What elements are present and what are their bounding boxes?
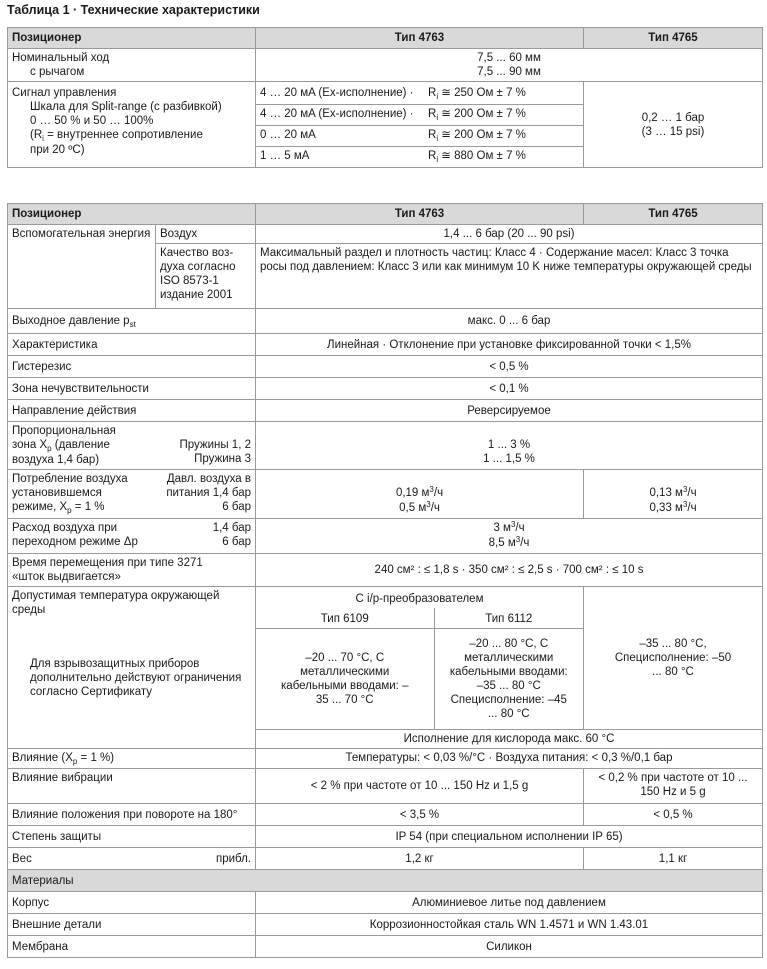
influence-label: Влияние ($X_p = 1$ %) <box>8 749 256 769</box>
aux-air-value: 1,4 ... 6 бар (20 ... 90 psi) <box>256 225 763 244</box>
flow-value: 3 $м^3/ч$ 8,5 $м^3/ч$ <box>256 519 763 554</box>
type-6109-header: Тип 6109 <box>256 608 434 629</box>
flow-label: Расход воздуха при переходном режиме Δp <box>8 519 156 554</box>
deadband-value: < 0,1 % <box>256 378 763 400</box>
t1-signal-label: Сигнал управления Шкала для Split-range (с разбивкой) 0 … 50 % и 50 … 100% ($R_i$ = внутреннее сопротивление при 20 ºC) <box>8 82 256 168</box>
weight-approx: прибл. <box>156 848 256 870</box>
aux-energy-label: Вспомогательная энергия <box>8 225 156 309</box>
travel-time-label: Время перемещения при типе 3271 «шток выдвигается» <box>8 554 256 587</box>
temperature-label: Допустимая температура окружающей среды Для взрывозащитных приборов дополнительно действуют ограничения согласно Сертификату <box>8 587 256 749</box>
travel-time-value: 240 см² : ≤ 1,8 s · 350 см² : ≤ 2,5 s · 700 см² : ≤ 10 s <box>256 554 763 587</box>
protection-value: IP 54 (при специальном исполнении IP 65) <box>256 826 763 848</box>
vibration-label: Влияние вибрации <box>8 769 256 804</box>
oxygen-version: Исполнение для кислорода макс. 60 °C <box>256 730 763 749</box>
consumption-label: Потребление воздуха установившемся режиме, $X_p = 1$ % <box>8 470 156 519</box>
signal-range-1: 4 … 20 мA (Ex-исполнение) · <box>256 105 424 126</box>
prop-band-label: Пропорциональная зона $X_p$ (давление воздуха 1,4 бар) <box>8 422 156 470</box>
t2-header-4763: Тип 4763 <box>256 204 584 225</box>
position-influence-4765: < 0,5 % <box>584 804 763 826</box>
weight-4765: 1,1 кг <box>584 848 763 870</box>
output-pressure-value: макс. 0 ... 6 бар <box>256 309 763 334</box>
materials-section: Материалы <box>8 870 763 892</box>
t1-signal-subtable <box>256 82 583 167</box>
aux-air-label: Воздух <box>156 225 256 244</box>
t1-stroke-value: 7,5 ... 60 мм 7,5 ... 90 мм <box>256 49 763 82</box>
t1-signal-ranges <box>256 82 584 168</box>
direction-label: Направление действия <box>8 400 256 422</box>
aux-quality-label: Качество воз-духа согласно ISO 8573-1 издание 2001 <box>156 244 256 309</box>
t2-header-positioner: Позиционер <box>8 204 256 225</box>
table-2 <box>7 203 763 958</box>
characteristic-label: Характеристика <box>8 334 256 356</box>
ip-converter-header: С i/p-преобразователем <box>256 587 584 609</box>
prop-band-springs: Пружины 1, 2 Пружина 3 <box>156 422 256 470</box>
temperature-4765: –35 ... 80 °C, Специсполнение: –50 ... 80 °C <box>584 587 763 730</box>
hysteresis-value: < 0,5 % <box>256 356 763 378</box>
signal-resistance-0: $R_i$ ≅ 250 Ом ± 7 % <box>424 82 583 105</box>
aux-quality-value: Максимальный раздел и плотность частиц: Класс 4 · Содержание масел: Класс 3 точка росы под давлением: Класс 3 или как минимум 10 K ниже температуры окружающей среды <box>256 244 763 309</box>
direction-value: Реверсируемое <box>256 400 763 422</box>
t1-header-4763: Тип 4763 <box>256 28 584 49</box>
table-caption: Таблица 1 · Технические характеристики <box>7 3 260 17</box>
vibration-4765: < 0,2 % при частоте от 10 ... 150 Hz и 5 g <box>584 769 763 804</box>
position-influence-4763: < 3,5 % <box>256 804 584 826</box>
signal-range-3: 1 … 5 мA <box>256 147 424 168</box>
output-pressure-label: Выходное давление $p_{st}$ <box>8 309 256 334</box>
signal-range-2: 0 … 20 мA <box>256 126 424 147</box>
t1-header-positioner: Позиционер <box>8 28 256 49</box>
temperature-subtable <box>256 608 583 729</box>
type-6112-header: Тип 6112 <box>434 608 583 629</box>
weight-4763: 1,2 кг <box>256 848 584 870</box>
hysteresis-label: Гистерезис <box>8 356 256 378</box>
type-6112-value: –20 ... 80 °C, С металлическими кабельными вводами: –35 ... 80 °C Специсполнение: –45 ... 80 °C <box>434 629 583 730</box>
signal-resistance-2: $R_i$ ≅ 200 Ом ± 7 % <box>424 126 583 147</box>
flow-conditions: 1,4 бар 6 бар <box>156 519 256 554</box>
protection-label: Степень защиты <box>8 826 256 848</box>
influence-value: Температуры: < 0,03 %/°C · Воздуха питания: < 0,3 %/0,1 бар <box>256 749 763 769</box>
consumption-conditions: Давл. воздуха в питания 1,4 бар 6 бар <box>156 470 256 519</box>
temperature-note: Для взрывозащитных приборов дополнительно действуют ограничения согласно Сертификату <box>30 658 242 698</box>
housing-value: Алюминиевое литье под давлением <box>256 892 763 914</box>
consumption-4763: 0,19 $м^3/ч$ 0,5 $м^3/ч$ <box>256 470 584 519</box>
membrane-value: Силикон <box>256 936 763 958</box>
signal-range-0: 4 … 20 мA (Ex-исполнение) · <box>256 82 424 105</box>
characteristic-value: Линейная · Отклонение при установке фиксированной точки < 1,5% <box>256 334 763 356</box>
type-6109-value: –20 ... 70 °C, С металлическими кабельными вводами: –35 ... 70 °C <box>256 629 434 730</box>
vibration-4763: < 2 % при частоте от 10 ... 150 Hz и 1,5 g <box>256 769 584 804</box>
t1-signal-4765: 0,2 … 1 бар (3 … 15 psi) <box>584 82 763 168</box>
consumption-4765: 0,13 $м^3/ч$ 0,33 $м^3/ч$ <box>584 470 763 519</box>
external-parts-value: Коррозионностойкая сталь WN 1.4571 и WN 1.43.01 <box>256 914 763 936</box>
housing-label: Корпус <box>8 892 256 914</box>
t1-header-4765: Тип 4765 <box>584 28 763 49</box>
external-parts-label: Внешние детали <box>8 914 256 936</box>
prop-band-value: 1 ... 3 % 1 ... 1,5 % <box>256 422 763 470</box>
signal-resistance-1: $R_i$ ≅ 200 Ом ± 7 % <box>424 105 583 126</box>
table-1 <box>7 27 763 168</box>
position-influence-label: Влияние положения при повороте на 180° <box>8 804 256 826</box>
membrane-label: Мембрана <box>8 936 256 958</box>
t2-header-4765: Тип 4765 <box>584 204 763 225</box>
ip-converter-types <box>256 608 584 730</box>
weight-label: Вес <box>8 848 156 870</box>
deadband-label: Зона нечувствительности <box>8 378 256 400</box>
t1-stroke-label: Номинальный ход с рычагом <box>8 49 256 82</box>
signal-resistance-3: $R_i$ ≅ 880 Ом ± 7 % <box>424 147 583 168</box>
